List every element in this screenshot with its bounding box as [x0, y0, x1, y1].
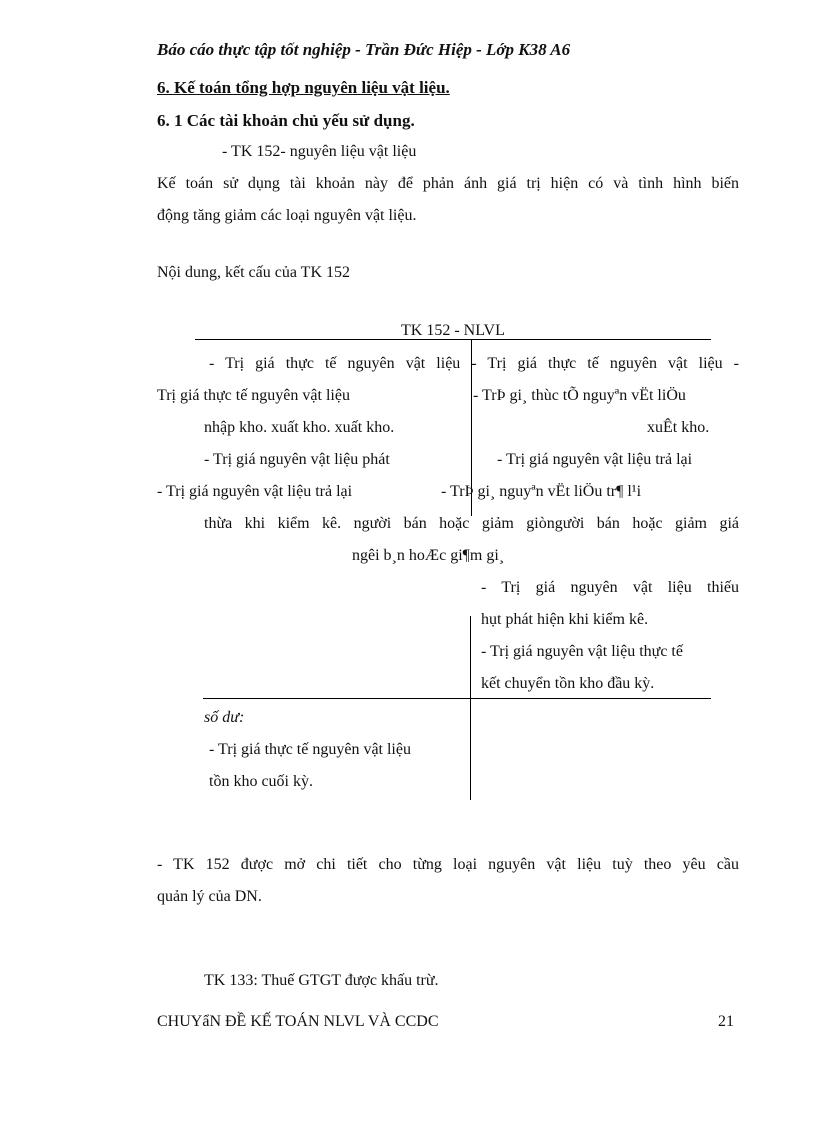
t-row-2-left: Trị giá thực tế nguyên vật liệu: [157, 387, 350, 404]
footer-title: CHUYẩN ĐỀ KẾ TOÁN NLVL VÀ CCDC: [157, 1013, 439, 1030]
intro-line-1: Kế toán sử dụng tài khoản này để phản ánh giá trị hiện có và tình hình biến: [157, 175, 739, 192]
t-row-4-left: - Trị giá nguyên vật liệu phát: [204, 451, 390, 468]
balance-label: số dư:: [204, 709, 245, 726]
page-number: 21: [718, 1013, 734, 1030]
t-row-10: - Trị giá nguyên vật liệu thực tế: [481, 643, 683, 660]
t-account-top-rule: [195, 339, 711, 340]
subsection-title: 6. 1 Các tài khoản chủ yếu sử dụng.: [157, 111, 415, 130]
t-row-3-right: xuÊt kho.: [647, 419, 710, 436]
detail-line-1: - TK 152 được mở chi tiết cho từng loại nguyên vật liệu tuỳ theo yêu cầu: [157, 856, 739, 873]
t-row-7: ngêi b¸n hoÆc gi¶m gi¸: [352, 547, 505, 564]
t-row-4-right: - Trị giá nguyên vật liệu trả lại: [497, 451, 693, 468]
page-header: Báo cáo thực tập tốt nghiệp - Trần Đức Hiệp - Lớp K38 A6: [157, 40, 571, 59]
t-row-11: kết chuyển tồn kho đầu kỳ.: [481, 675, 655, 692]
tk152-label: - TK 152- nguyên liệu vật liệu: [222, 143, 417, 160]
t-account-balance-rule: [203, 698, 711, 699]
balance-line-1: - Trị giá thực tế nguyên vật liệu: [209, 741, 411, 758]
t-row-2-right: - TrÞ gi¸ thùc tÕ nguyªn vËt liÖu: [473, 387, 686, 404]
t-account-title: TK 152 - NLVL: [401, 322, 505, 339]
t-row-3-left: nhập kho. xuất kho. xuất kho.: [204, 419, 395, 436]
t-row-9: hụt phát hiện khi kiểm kê.: [481, 611, 649, 628]
t-row-6: thừa khi kiểm kê. người bán hoặc giảm giòngười bán hoặc giảm giá: [204, 515, 739, 532]
t-row-8: - Trị giá nguyên vật liệu thiếu: [481, 579, 739, 596]
section-title: 6. Kế toán tổng hợp nguyên liệu vật liệu.: [157, 78, 450, 97]
t-account-divider-lower: [470, 616, 471, 800]
tk133-label: TK 133: Thuế GTGT được khấu trừ.: [204, 972, 439, 989]
t-row-5-left: - Trị giá nguyên vật liệu trả lại: [157, 483, 353, 500]
t-row-5-right: - TrÞ gi¸ nguyªn vËt liÖu tr¶ l¹i: [441, 483, 642, 500]
t-row-1: - Trị giá thực tế nguyên vật liệu - Trị giá thực tế nguyên vật liệu -: [209, 355, 739, 372]
content-label: Nội dung, kết cấu của TK 152: [157, 264, 350, 281]
balance-line-2: tồn kho cuối kỳ.: [209, 773, 313, 790]
intro-line-2: động tăng giảm các loại nguyên vật liệu.: [157, 207, 417, 224]
detail-line-2: quản lý của DN.: [157, 888, 262, 905]
